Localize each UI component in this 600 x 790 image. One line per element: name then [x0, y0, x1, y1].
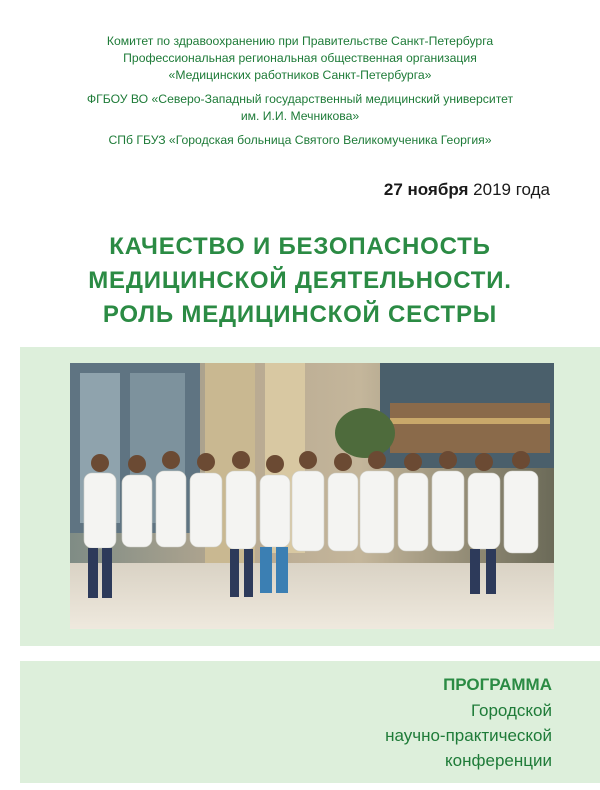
- organizers-block: [0, 33, 600, 156]
- date-day-month: 27 ноября: [383, 180, 469, 199]
- organizer-line: Комитет по здравоохранению при Правительстве Санкт-Петербурга: [106, 34, 494, 48]
- program-block: [385, 672, 552, 773]
- organizer-committee: [0, 33, 600, 84]
- program-line: конференции: [445, 751, 552, 770]
- organizer-line: СПб ГБУЗ «Городская больница Святого Великомученика Георгия»: [108, 133, 492, 147]
- program-line: научно-практической: [385, 726, 552, 745]
- event-date: [384, 180, 550, 200]
- program-line: Городской: [470, 701, 552, 720]
- conference-title: [0, 230, 600, 332]
- organizer-hospital: [0, 132, 600, 149]
- organizer-line: Профессиональная региональная общественная организация: [123, 51, 477, 65]
- organizer-line: «Медицинских работников Санкт-Петербурга»: [168, 68, 432, 82]
- organizer-line: им. И.И. Мечникова»: [240, 109, 360, 123]
- program-heading: ПРОГРАММА: [443, 675, 552, 694]
- title-line: РОЛЬ МЕДИЦИНСКОЙ СЕСТРЫ: [102, 301, 498, 328]
- group-photo: [70, 363, 554, 629]
- title-line: КАЧЕСТВО И БЕЗОПАСНОСТЬ: [109, 233, 491, 260]
- title-line: МЕДИЦИНСКОЙ ДЕЯТЕЛЬНОСТИ.: [88, 267, 512, 294]
- date-year: 2019 года: [473, 180, 550, 199]
- organizer-line: ФГБОУ ВО «Северо-Западный государственный медицинский университет: [86, 92, 514, 106]
- organizer-university: [0, 91, 600, 125]
